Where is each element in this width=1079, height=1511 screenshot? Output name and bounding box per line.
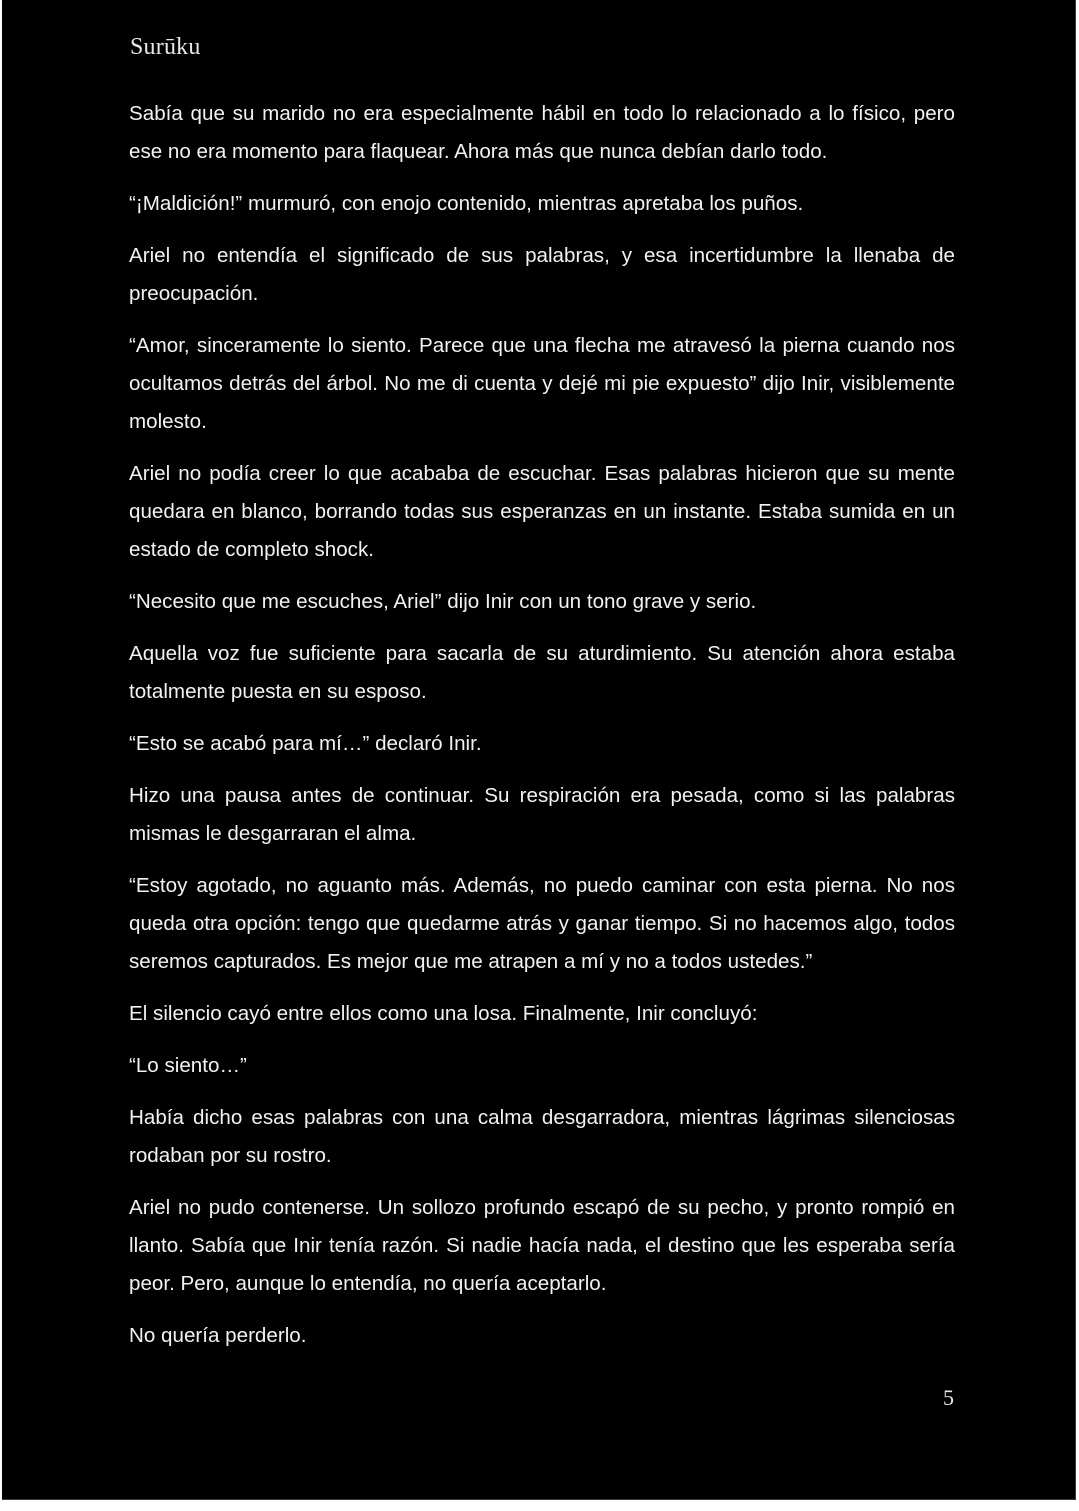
paragraph: Ariel no pudo contenerse. Un sollozo profundo escapó de su pecho, y pronto rompió en llanto. Sabía que Inir tenía razón. Si nadie hacía nada, el destino que les esperaba sería peor. Pero, aunque lo entendía, no quería aceptarlo. bbox=[129, 1196, 955, 1295]
paragraph: Aquella voz fue suficiente para sacarla de su aturdimiento. Su atención ahora estaba totalmente puesta en su esposo. bbox=[129, 642, 955, 703]
paragraph: Sabía que su marido no era especialmente hábil en todo lo relacionado a lo físico, pero ese no era momento para flaquear. Ahora más que nunca debían darlo todo. bbox=[129, 102, 955, 163]
running-header: Surūku bbox=[130, 34, 201, 60]
paragraph: Ariel no entendía el significado de sus palabras, y esa incertidumbre la llenaba de preocupación. bbox=[129, 244, 955, 305]
paragraph: Había dicho esas palabras con una calma desgarradora, mientras lágrimas silenciosas rodaban por su rostro. bbox=[129, 1106, 955, 1167]
paragraph: No quería perderlo. bbox=[129, 1324, 307, 1347]
paragraph: “¡Maldición!” murmuró, con enojo contenido, mientras apretaba los puños. bbox=[129, 192, 804, 215]
book-page bbox=[2, 0, 1076, 1500]
page-number: 5 bbox=[943, 1385, 954, 1410]
paragraph: “Lo siento…” bbox=[129, 1054, 247, 1077]
paragraph: “Estoy agotado, no aguanto más. Además, no puedo caminar con esta pierna. No nos queda otra opción: tengo que quedarme atrás y ganar tiempo. Si no hacemos algo, todos seremos capturados. Es mejor que me atrapen a mí y no a todos ustedes.” bbox=[129, 874, 955, 973]
page-body bbox=[129, 95, 955, 1369]
paragraph: “Amor, sinceramente lo siento. Parece que una flecha me atravesó la pierna cuando nos ocultamos detrás del árbol. No me di cuenta y dejé mi pie expuesto” dijo Inir, visiblemente molesto. bbox=[129, 334, 955, 433]
paragraph: “Necesito que me escuches, Ariel” dijo Inir con un tono grave y serio. bbox=[129, 590, 757, 613]
paragraph: Ariel no podía creer lo que acababa de escuchar. Esas palabras hicieron que su mente quedara en blanco, borrando todas sus esperanzas en un instante. Estaba sumida en un estado de completo shock. bbox=[129, 462, 955, 561]
paragraph: El silencio cayó entre ellos como una losa. Finalmente, Inir concluyó: bbox=[129, 1002, 758, 1025]
paragraph: “Esto se acabó para mí…” declaró Inir. bbox=[129, 732, 482, 755]
paragraph: Hizo una pausa antes de continuar. Su respiración era pesada, como si las palabras mismas le desgarraran el alma. bbox=[129, 784, 955, 845]
